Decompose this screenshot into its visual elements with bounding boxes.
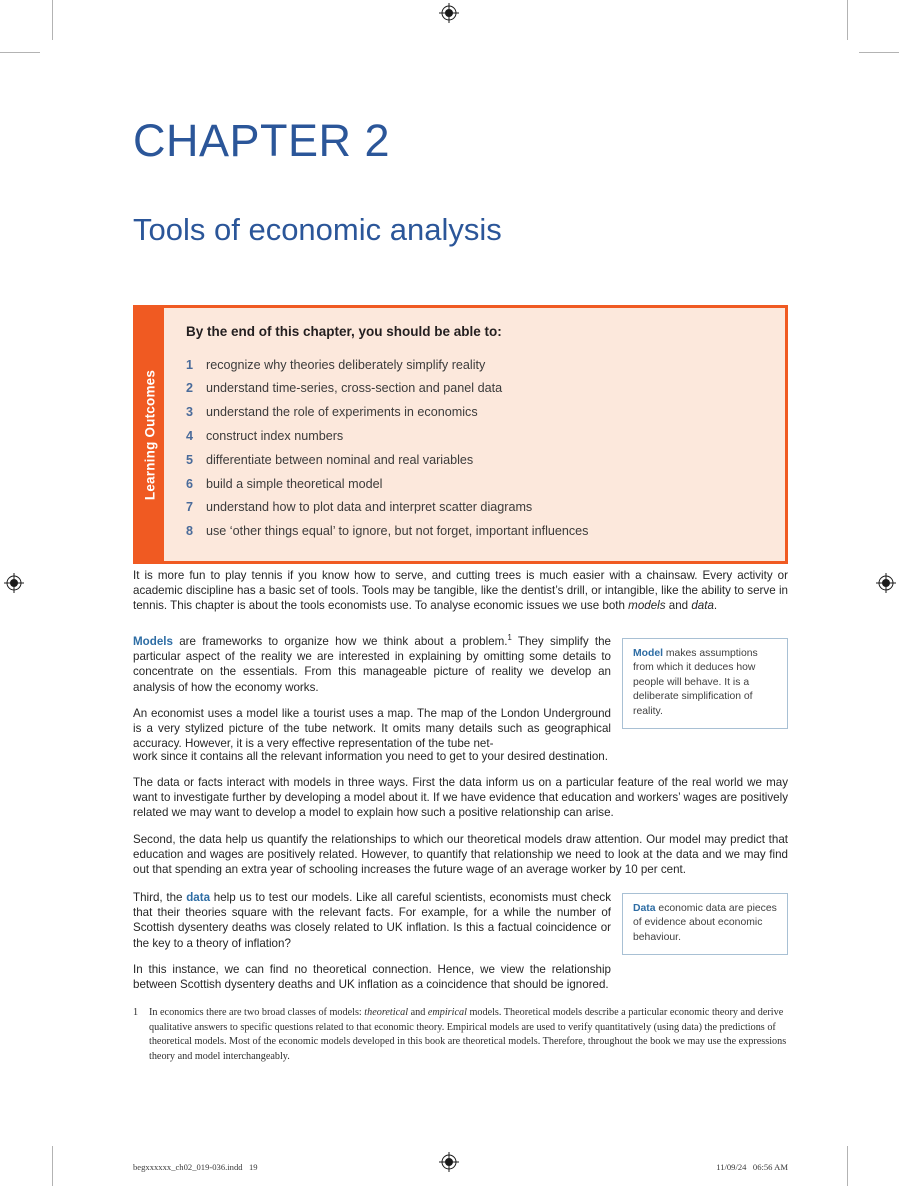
footnote-emphasis-theoretical: theoretical bbox=[364, 1007, 409, 1018]
footnote-emphasis-empirical: empirical bbox=[427, 1007, 467, 1018]
chapter-number: CHAPTER 2 bbox=[133, 115, 391, 166]
list-item-label: differentiate between nominal and real variables bbox=[206, 452, 474, 467]
registration-mark-right-edge bbox=[876, 573, 896, 593]
footnote-text-c: models. Theoretical models describe a particular economic theory and derive qualitative answers to specific questions related to that economic theory. Empirical models are used to verify quantitatively (using data) the predictions of theoretical models. Most of the economic models developed in this book are theoretical models. Therefore, throughout the book we may use the expressions theory and model interchangeably. bbox=[149, 1007, 787, 1062]
term-data-italic: data bbox=[691, 599, 714, 613]
crop-mark-top-right-horizontal bbox=[859, 52, 899, 53]
data-interaction-block bbox=[133, 775, 788, 888]
learning-outcomes-spine bbox=[136, 308, 164, 561]
learning-outcomes-spine-label: Learning Outcomes bbox=[142, 369, 158, 500]
footnote-text bbox=[149, 1006, 788, 1064]
footer-timestamp: 11/09/24 06:56 AM bbox=[716, 1162, 788, 1172]
paragraph-data-third-way-text-b: help us to test our models. Like all careful scientists, economists must check that their theories square with the relevant facts. For example, for a while the number of Scottish dysentery deaths was closely related to UK inflation. Is this a factual coincidence or the key to a theory of inflation? bbox=[133, 891, 612, 950]
list-item-label: construct index numbers bbox=[206, 428, 344, 443]
list-item bbox=[186, 519, 767, 543]
definition-text-data: economic data are pieces of evidence about economic behaviour. bbox=[633, 903, 777, 943]
paragraph-models bbox=[133, 634, 611, 695]
footnote-text-a: In economics there are two broad classes of models: bbox=[149, 1007, 365, 1018]
definition-box-data bbox=[622, 893, 788, 955]
footnote bbox=[133, 1006, 788, 1064]
list-item-number: 8 bbox=[186, 524, 194, 539]
term-models-italic: models bbox=[628, 599, 666, 613]
footnote-text-b: and bbox=[408, 1007, 428, 1018]
paragraph-data-third-way bbox=[133, 890, 611, 951]
paragraph-data-first-way: The data or facts interact with models in three ways. First the data inform us on a particular feature of the real world we may want to investigate further by developing a model about it. If we have evidence that education and workers’ wages are positively related we may want to develop a model to explain how such a positive relationship can arise. bbox=[133, 776, 788, 820]
paragraph-intro-text-c: . bbox=[713, 599, 718, 613]
list-item-number: 5 bbox=[186, 452, 194, 467]
data-third-way-block bbox=[133, 890, 611, 1003]
definition-box-model bbox=[622, 638, 788, 729]
definition-text-model: makes assumptions from which it deduces how people will behave. It is a deliberate simplification of reality. bbox=[633, 648, 758, 717]
keyword-models: Models bbox=[133, 635, 173, 648]
list-item bbox=[186, 377, 767, 401]
footnote-number: 1 bbox=[133, 1007, 139, 1018]
learning-outcomes-box bbox=[133, 305, 788, 564]
page-footer bbox=[133, 1162, 788, 1172]
paragraph-intro bbox=[133, 568, 788, 614]
list-item-number: 4 bbox=[186, 428, 194, 443]
keyword-data: data bbox=[186, 891, 211, 904]
list-item-number: 3 bbox=[186, 405, 194, 420]
paragraph-data-second-way: Second, the data help us quantify the relationships to which our theoretical models draw attention. Our model may predict that education and wages are positively related. However, to quantify that relationship we need to look at the data and we may find out that spending an extra year of schooling increases the future wage of an average worker by 10 per cent. bbox=[133, 832, 788, 877]
crop-mark-top-left-horizontal bbox=[0, 52, 40, 53]
list-item-label: build a simple theoretical model bbox=[206, 476, 383, 491]
registration-mark-left-edge bbox=[4, 573, 24, 593]
list-item-label: recognize why theories deliberately simplify reality bbox=[206, 357, 486, 372]
list-item bbox=[186, 401, 767, 425]
list-item-number: 6 bbox=[186, 476, 194, 491]
intro-paragraph-block bbox=[133, 568, 788, 625]
list-item-number: 7 bbox=[186, 500, 194, 515]
footnote-reference-marker: 1 bbox=[507, 633, 512, 643]
learning-outcomes-body bbox=[164, 308, 785, 561]
list-item-label: understand time-series, cross-section and panel data bbox=[206, 381, 503, 396]
paragraph-map-analogy: An economist uses a model like a tourist uses a map. The map of the London Underground is a very stylized picture of the tube network. It omits many details such as geographical accuracy. However, it is a very effective representation of the tube net- bbox=[133, 706, 611, 751]
paragraph-map-analogy-tail: work since it contains all the relevant information you need to get to your desired destination. bbox=[133, 750, 608, 763]
definition-term-data: Data bbox=[633, 903, 656, 914]
list-item-number: 1 bbox=[186, 357, 194, 372]
map-analogy-tail-block bbox=[133, 749, 788, 775]
list-item bbox=[186, 424, 767, 448]
list-item-number: 2 bbox=[186, 381, 194, 396]
paragraph-models-text-b: They simplify the particular aspect of the reality we are interested in explaining by omitting some details to concentrate on the essentials. From this manageable picture of reality we develop an analysis of how the economy works. bbox=[133, 635, 611, 694]
list-item-label: understand how to plot data and interpret scatter diagrams bbox=[206, 500, 533, 515]
models-paragraph-block bbox=[133, 634, 611, 762]
list-item-label: use ‘other things equal’ to ignore, but not forget, important influences bbox=[206, 524, 589, 539]
learning-outcomes-heading: By the end of this chapter, you should be able to: bbox=[186, 324, 502, 339]
list-item bbox=[186, 472, 767, 496]
paragraph-intro-text-b: and bbox=[665, 599, 692, 613]
page-title: Tools of economic analysis bbox=[133, 212, 502, 247]
list-item bbox=[186, 496, 767, 520]
crop-mark-bottom-left-vertical bbox=[52, 1146, 53, 1186]
paragraph-conclusion: In this instance, we can find no theoretical connection. Hence, we view the relationship between Scottish dysentery deaths and UK inflation as a coincidence that should be ignored. bbox=[133, 962, 611, 992]
list-item bbox=[186, 448, 767, 472]
paragraph-models-text-a: are frameworks to organize how we think about a problem. bbox=[172, 635, 508, 648]
paragraph-intro-text-a: It is more fun to play tennis if you know how to serve, and cutting trees is much easier with a chainsaw. Every activity or academic discipline has a basic set of tools. Tools may be tangible, like the dentist’s drill, or intangible, like the ability to serve in tennis. This chapter is about the tools economists use. To analyse economic issues we use both bbox=[133, 569, 788, 613]
page-content bbox=[133, 0, 788, 1186]
paragraph-data-third-way-text-a: Third, the bbox=[133, 891, 187, 904]
crop-mark-bottom-right-vertical bbox=[847, 1146, 848, 1186]
list-item-label: understand the role of experiments in economics bbox=[206, 405, 478, 420]
crop-mark-top-left-vertical bbox=[52, 0, 53, 40]
list-item bbox=[186, 353, 767, 377]
crop-mark-top-right-vertical bbox=[847, 0, 848, 40]
definition-term-model: Model bbox=[633, 648, 664, 659]
learning-outcomes-list bbox=[186, 353, 767, 543]
footer-filename: begxxxxxx_ch02_019-036.indd 19 bbox=[133, 1162, 258, 1172]
